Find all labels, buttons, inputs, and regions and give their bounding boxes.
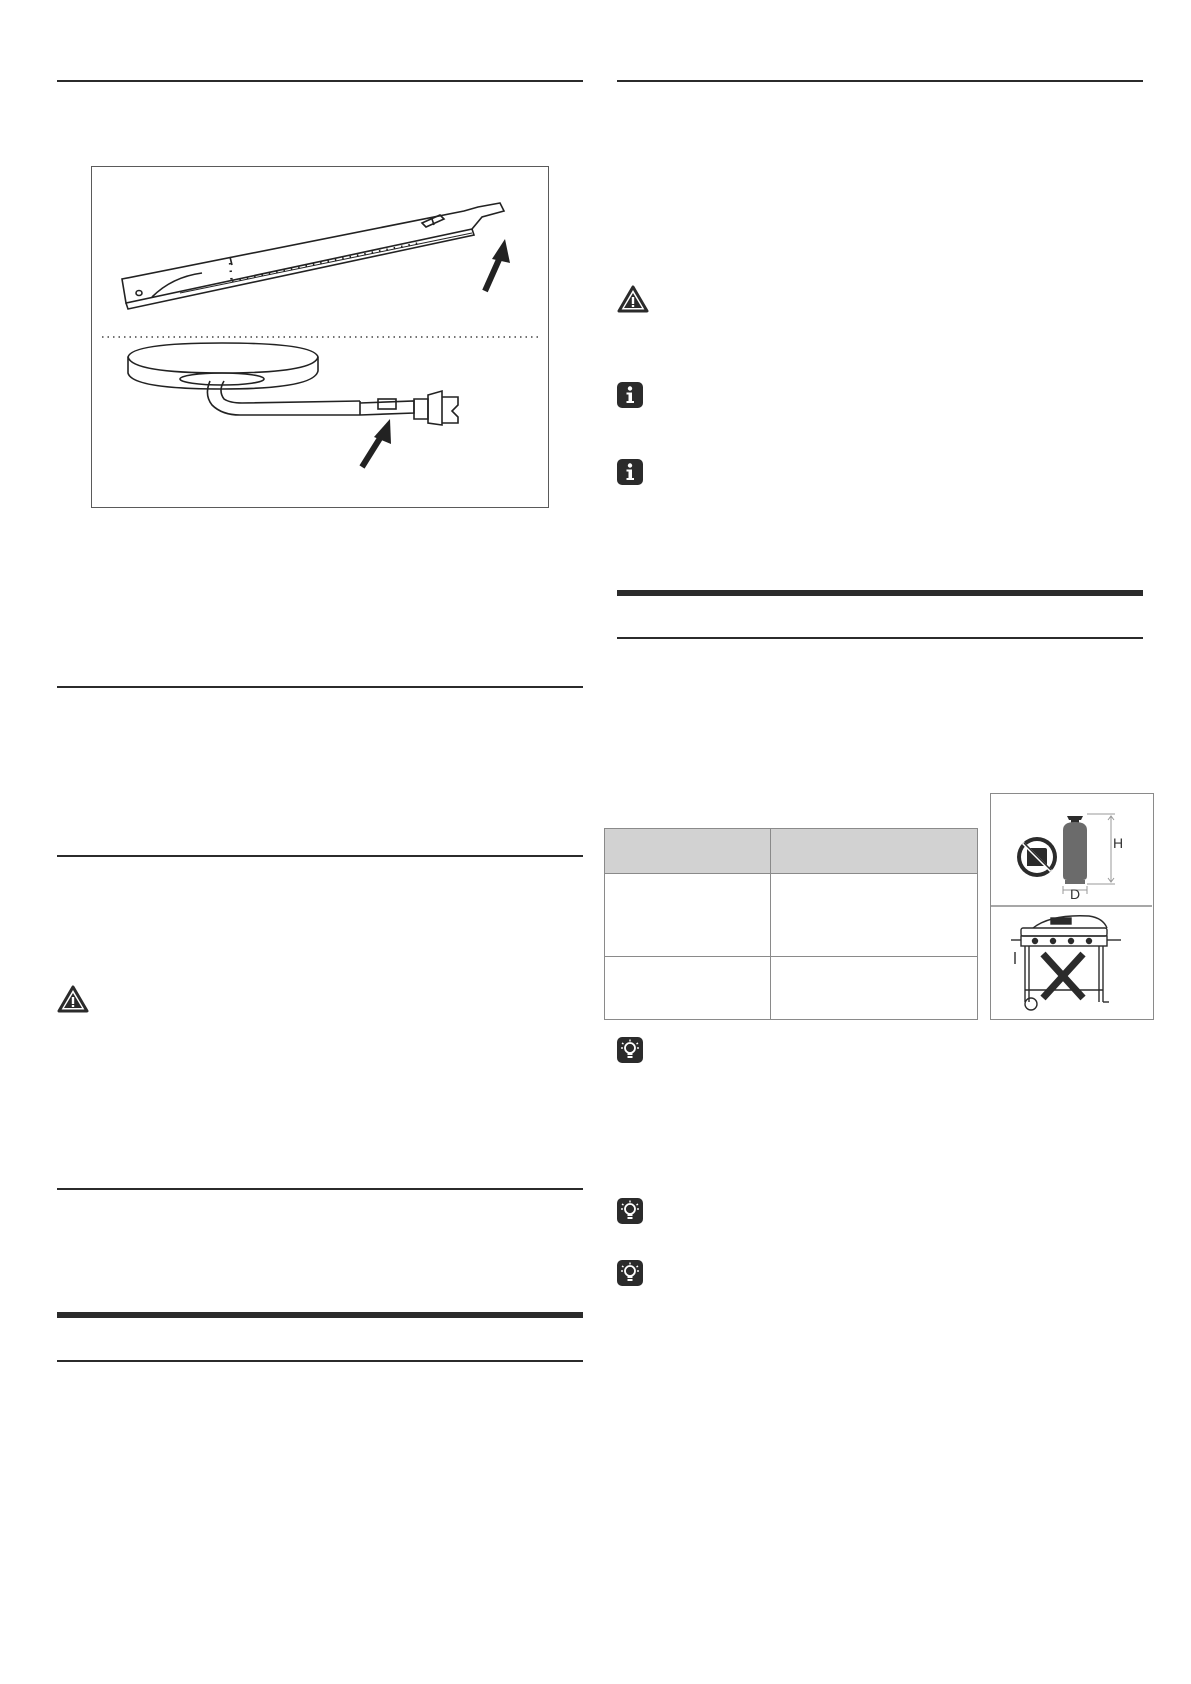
info-icon (617, 459, 643, 485)
cross-mark (1043, 954, 1083, 998)
grill-with-cross (1011, 916, 1121, 1010)
info-icon (617, 382, 643, 408)
section-rule-left-2 (57, 686, 583, 688)
table-cell (605, 874, 771, 957)
lightbulb-icon (617, 1260, 643, 1286)
table-cell (605, 957, 771, 1020)
ring-burner (128, 343, 458, 425)
height-label: H (1113, 835, 1124, 851)
lightbulb-icon (617, 1037, 643, 1063)
diameter-label: D (1070, 886, 1081, 902)
arrow-icon (485, 239, 510, 291)
arrow-icon (362, 419, 391, 467)
gas-cylinder (1063, 816, 1087, 884)
table-header-cell (771, 829, 978, 874)
table-row (605, 957, 978, 1020)
lightbulb-icon (617, 1198, 643, 1224)
gas-table (604, 828, 978, 1020)
section-rule-right-1 (617, 80, 1143, 82)
table-header-cell (605, 829, 771, 874)
chapter-rule-right (617, 590, 1143, 596)
section-rule-left-4 (57, 1188, 583, 1190)
section-rule-left-3 (57, 855, 583, 857)
warning-icon (57, 985, 89, 1013)
section-rule-right-2 (617, 637, 1143, 639)
gas-cylinder-figure (990, 793, 1154, 1020)
table-row (605, 874, 978, 957)
section-rule-left-1 (57, 80, 583, 82)
table-cell (771, 874, 978, 957)
tube-burner (122, 203, 504, 309)
table-header-row (605, 829, 978, 874)
table-cell (771, 957, 978, 1020)
warning-icon (617, 285, 649, 313)
burner-figure (91, 166, 549, 508)
no-cylinder-icon (1017, 837, 1057, 877)
section-rule-left-5 (57, 1360, 583, 1362)
chapter-rule-left (57, 1312, 583, 1318)
